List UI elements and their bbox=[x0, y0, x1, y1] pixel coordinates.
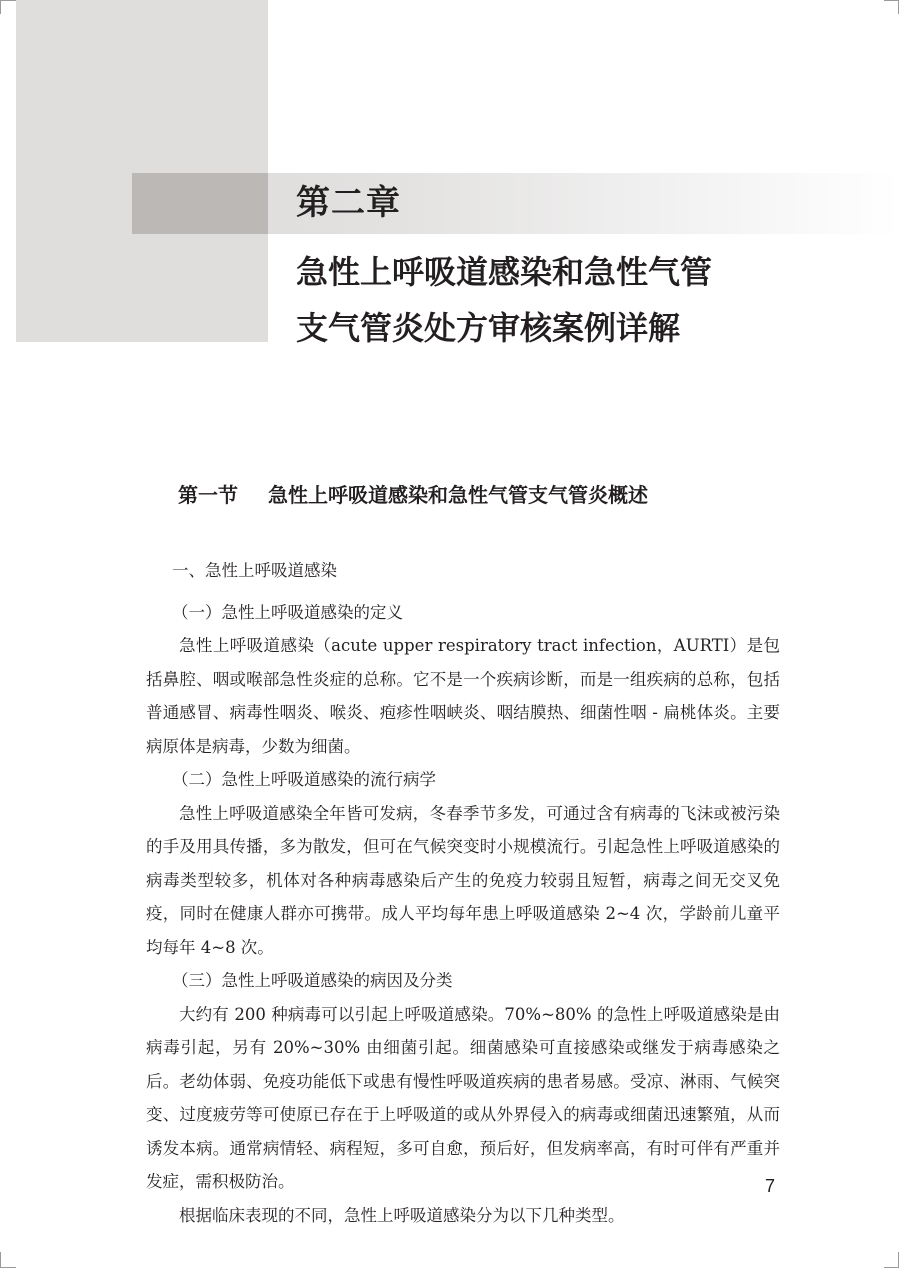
section-heading bbox=[178, 480, 648, 510]
paragraph-epidemiology: 急性上呼吸道感染全年皆可发病，冬春季节多发，可通过含有病毒的飞沫或被污染的手及用具传播，多为散发，但可在气候突变时小规模流行。引起急性上呼吸道感染的病毒类型较多，机体对各种病毒感染后产生的免疫力较弱且短暂，病毒之间无交叉免疫，同时在健康人群亦可携带。成人平均每年患上呼吸道感染 2~4 次，学龄前儿童平均每年 4~8 次。 bbox=[146, 803, 780, 957]
page-number: 7 bbox=[765, 1176, 776, 1196]
crop-mark-bottom-left-v bbox=[0, 1252, 1, 1267]
chapter-gray-block bbox=[16, 0, 268, 342]
body-content bbox=[146, 554, 780, 1232]
crop-mark-top-left-v bbox=[0, 0, 1, 14]
section-title: 急性上呼吸道感染和急性气管支气管炎概述 bbox=[268, 483, 648, 507]
subsection-heading-definition: （一）急性上呼吸道感染的定义 bbox=[172, 602, 403, 622]
heading-level-1: 一、急性上呼吸道感染 bbox=[172, 561, 337, 580]
section-number: 第一节 bbox=[178, 483, 238, 507]
chapter-title-line-2: 支气管炎处方审核案例详解 bbox=[296, 309, 681, 347]
crop-mark-bottom-right-v bbox=[898, 1252, 899, 1267]
chapter-title bbox=[296, 244, 712, 356]
paragraph-classification-intro: 根据临床表现的不同，急性上呼吸道感染分为以下几种类型。 bbox=[179, 1205, 625, 1225]
subsection-heading-epidemiology: （二）急性上呼吸道感染的流行病学 bbox=[172, 770, 436, 789]
crop-mark-top-left-h bbox=[0, 0, 16, 1]
chapter-label: 第二章 bbox=[296, 183, 401, 223]
paragraph-etiology: 大约有 200 种病毒可以引起上呼吸道感染。70%~80% 的急性上呼吸道感染是由病毒引起，另有 20%~30% 由细菌引起。细菌感染可直接感染或继发于病毒感染之后。老幼体弱、免疫功能低下或患有慢性呼吸道疾病的患者易感。受凉、淋雨、气候突变、过度疲劳等可使原已存在于上呼吸道的或从外界侵入的病毒或细菌迅速繁殖，从而诱发本病。通常病情轻、病程短，多可自愈，预后好，但发病率高，有时可伴有严重并发症，需积极防治。 bbox=[146, 1004, 780, 1191]
paragraph-definition: 急性上呼吸道感染（acute upper respiratory tract infection，AURTI）是包括鼻腔、咽或喉部急性炎症的总称。它不是一个疾病诊断，而是一组疾病的总称，包括普通感冒、病毒性咽炎、喉炎、疱疹性咽峡炎、咽结膜热、细菌性咽 - 扁桃体炎。主要病原体是病毒，少数为细菌。 bbox=[146, 636, 780, 756]
chapter-band-overlap bbox=[132, 173, 268, 234]
crop-mark-top-right-v bbox=[898, 0, 899, 14]
crop-mark-top-right-h bbox=[884, 0, 899, 1]
subsection-heading-etiology: （三）急性上呼吸道感染的病因及分类 bbox=[172, 971, 453, 990]
chapter-title-line-1: 急性上呼吸道感染和急性气管 bbox=[296, 253, 713, 291]
